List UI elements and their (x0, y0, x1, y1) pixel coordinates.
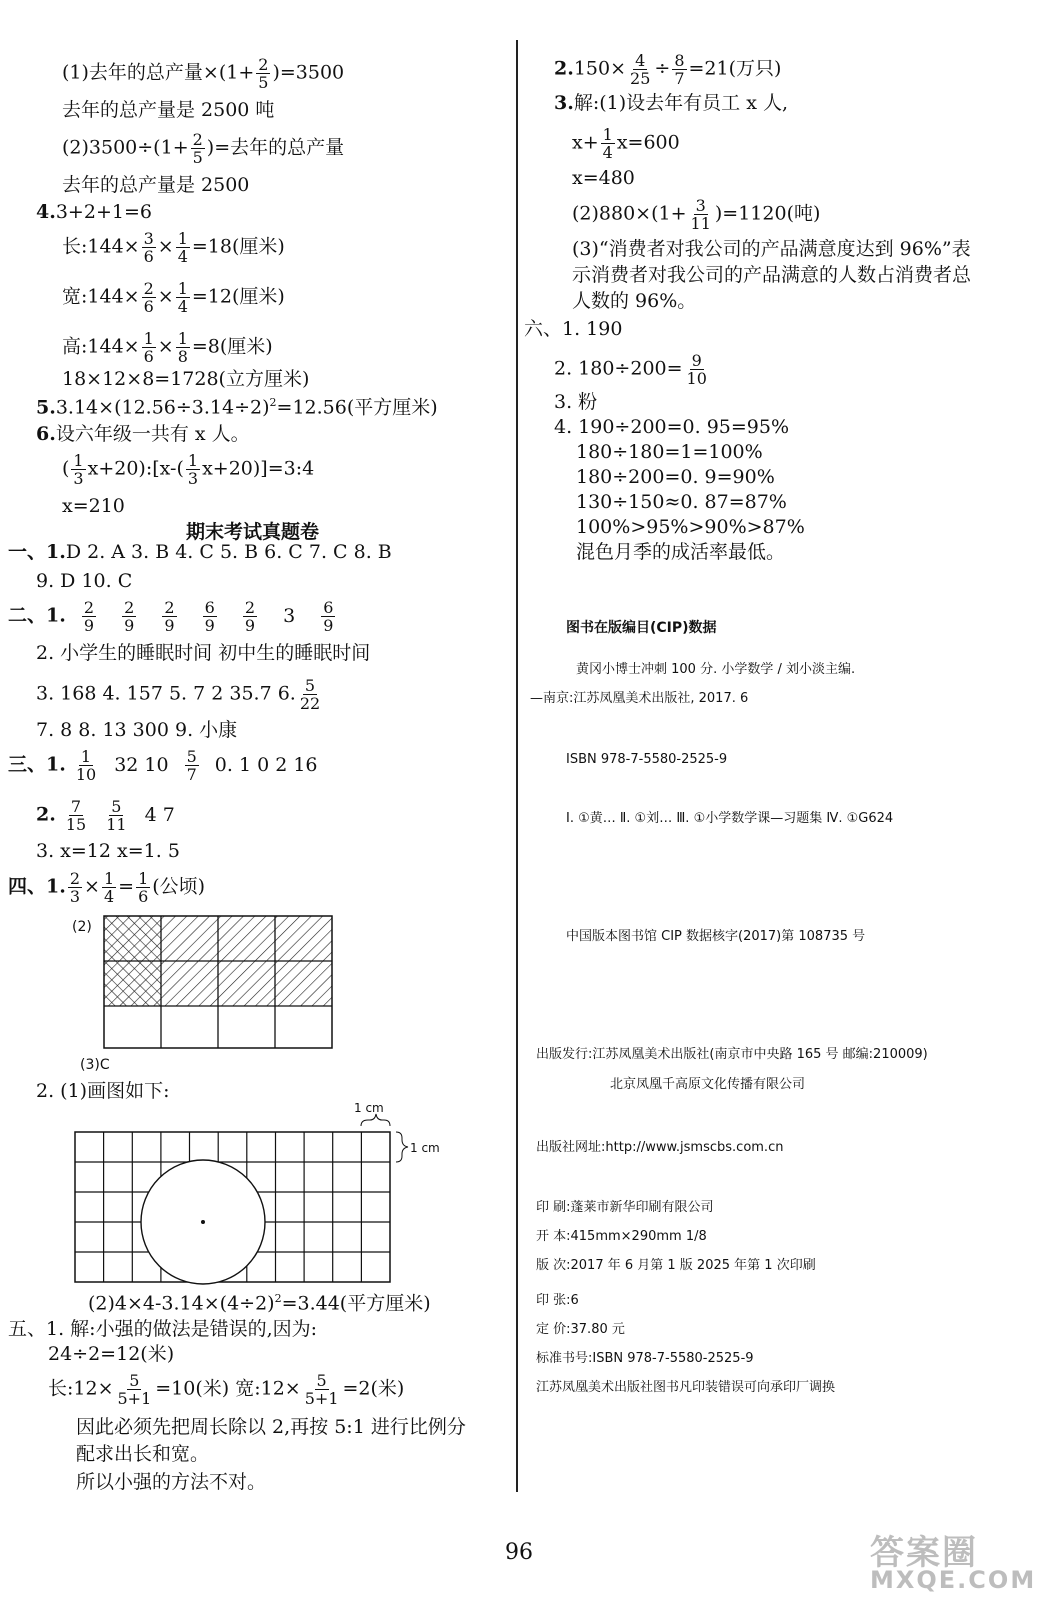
numerator: 2 (143, 279, 154, 298)
fraction (176, 280, 190, 315)
text: 4 7 (144, 803, 175, 826)
text: =2(米) (342, 1377, 405, 1400)
publisher-line-2: 北京凤凰千高原文化传播有限公司 (610, 1077, 806, 1092)
q5-line (36, 390, 438, 420)
label: 版 次: (536, 1258, 571, 1273)
numerator: 2 (258, 55, 269, 74)
question-number: 5. (36, 396, 56, 419)
fraction (321, 599, 335, 634)
denominator: 4 (602, 143, 613, 162)
fraction (68, 870, 82, 905)
fraction (186, 452, 200, 487)
denominator: 5 (192, 148, 203, 167)
question-number: 三、1. (8, 753, 66, 776)
question-number: 2. (36, 803, 56, 826)
horizontal-brace (361, 1114, 390, 1126)
text: x+20):[x-( (87, 457, 184, 480)
label: 定 价: (536, 1322, 571, 1337)
numerator: 1 (73, 451, 84, 470)
text: = (118, 875, 135, 898)
denominator: 11 (106, 815, 127, 834)
r2-line (554, 52, 781, 87)
s3-line (8, 748, 326, 783)
cip-number: 中国版本图书馆 CIP 数据核字(2017)第 108735 号 (566, 929, 866, 944)
fraction (176, 230, 190, 265)
fraction (685, 352, 709, 387)
watermark-logo: 答案圈 (870, 1533, 978, 1573)
text: 高:144× (62, 335, 140, 358)
denominator: 5 (258, 73, 269, 92)
fraction (689, 197, 713, 232)
cip-title: 图书在版编目(CIP)数据 (566, 620, 717, 636)
numerator: 1 (187, 451, 199, 470)
numerator: 1 (80, 747, 92, 766)
standard-number: 标准书号:ISBN 978-7-5580-2525-9 (536, 1351, 754, 1366)
fraction (162, 599, 176, 634)
text: x+ (572, 131, 599, 154)
fraction (601, 126, 615, 161)
label: 开 本: (536, 1229, 571, 1244)
numerator: 5 (111, 797, 122, 816)
fraction (142, 280, 156, 315)
r6-2-line (554, 352, 711, 387)
text: × (84, 875, 100, 898)
s5-b-line (48, 1372, 404, 1407)
question-number: 四、1. (8, 875, 66, 898)
text: 宽:144× (62, 285, 140, 308)
numerator: 3 (143, 229, 154, 248)
line-3 (62, 131, 344, 166)
text: D 2. A 3. B 4. C 5. B 6. C 7. C 8. B (65, 541, 392, 563)
fraction (71, 452, 85, 487)
r3-b-line (572, 126, 680, 161)
denominator: 6 (138, 887, 149, 906)
numerator: 5 (304, 676, 316, 695)
numerator: 6 (323, 598, 334, 617)
fraction (672, 52, 686, 87)
text: 3+2+1=6 (55, 201, 152, 223)
denominator: 4 (103, 887, 115, 906)
r6-line: 六、1. 190 (524, 318, 623, 340)
value: 2017 年 6 月第 1 版 2025 年第 1 次印刷 (570, 1258, 816, 1273)
r6-9-line: 混色月季的成活率最低。 (576, 541, 786, 563)
question-number: 2. (554, 57, 574, 80)
text: (公顷) (152, 875, 206, 898)
text: ( (62, 457, 70, 480)
denominator: 6 (143, 347, 154, 366)
s1-line2: 9. D 10. C (36, 570, 133, 592)
numerator: 1 (143, 329, 154, 348)
fraction (74, 748, 98, 783)
text: =12.56(平方厘米) (276, 396, 438, 419)
text: 150× (573, 57, 627, 80)
denominator: 7 (186, 765, 197, 784)
line-4: 去年的总产量是 2500 (62, 174, 250, 196)
r6-6-line: 180÷200=0. 9=90% (576, 466, 775, 488)
s5-a-line: 24÷2=12(米) (48, 1343, 175, 1365)
page-number: 96 (505, 1540, 533, 1565)
fraction (243, 599, 257, 634)
denominator: 3 (69, 887, 81, 906)
text: =12(厘米) (191, 285, 285, 308)
x-answer-line: x=210 (62, 495, 125, 517)
text: =8(厘米) (191, 335, 273, 358)
denominator: 3 (187, 469, 199, 488)
size-line (536, 1228, 707, 1246)
fraction (191, 131, 205, 166)
numerator: 3 (695, 196, 706, 215)
vertical-brace (396, 1132, 408, 1162)
numerator: 1 (103, 869, 115, 888)
r6-3-line: 3. 粉 (554, 391, 598, 413)
line-1 (62, 56, 344, 91)
denominator: 4 (177, 247, 188, 266)
numerator: 1 (177, 279, 188, 298)
exponent: 2 (269, 396, 277, 409)
numerator: 5 (186, 747, 197, 766)
numerator: 4 (635, 51, 646, 70)
text: =21(万只) (688, 57, 782, 80)
fraction (628, 52, 652, 87)
denominator: 6 (143, 297, 154, 316)
s2-2-line: 2. 小学生的睡眠时间 初中生的睡眠时间 (36, 642, 371, 664)
question-number: 6. (36, 423, 56, 445)
denominator: 8 (177, 347, 188, 366)
q4-line (36, 199, 152, 225)
r6-4-line: 4. 190÷200=0. 95=95% (554, 416, 790, 438)
denominator: 5+1 (117, 1389, 152, 1408)
text: x+20)]=3:4 (202, 457, 315, 480)
numerator: 2 (83, 598, 95, 617)
denominator: 9 (204, 616, 215, 635)
s4-q2-line: 2. (1)画图如下: (36, 1080, 170, 1102)
numerator: 2 (69, 869, 81, 888)
numerator: 1 (177, 329, 188, 348)
fraction (64, 798, 88, 833)
label: 印 张: (536, 1293, 571, 1308)
numerator: 1 (602, 125, 613, 144)
fraction (136, 870, 150, 905)
fraction (176, 330, 190, 365)
q6-line (36, 421, 250, 447)
denominator: 9 (83, 616, 95, 635)
r6-7-line: 130÷150≈0. 87=87% (576, 491, 787, 513)
denominator: 9 (124, 616, 135, 635)
exponent: 2 (274, 1292, 282, 1305)
fraction (116, 1372, 154, 1407)
text: 长:144× (62, 235, 140, 258)
denominator: 5+1 (304, 1389, 339, 1408)
fraction (203, 599, 217, 634)
denominator: 3 (73, 469, 84, 488)
r3-d-line (572, 197, 820, 232)
fraction (104, 798, 128, 833)
price-line (536, 1321, 625, 1339)
s2-3-line (36, 677, 324, 712)
r3-c-line: x=480 (572, 167, 635, 189)
denominator: 22 (299, 694, 321, 713)
area-line (88, 1286, 431, 1316)
value: 6 (570, 1293, 579, 1308)
fraction (82, 599, 96, 634)
fraction (142, 230, 156, 265)
s1-line (8, 539, 392, 565)
cip-classification: Ⅰ. ①黄… Ⅱ. ①刘… Ⅲ. ①小学数学课—习题集 Ⅳ. ①G624 (566, 811, 894, 826)
r3-line (554, 90, 788, 116)
s5-c-line: 因此必须先把周长除以 2,再按 5:1 进行比例分 (76, 1416, 466, 1438)
label-1cm-horizontal: 1 cm (354, 1101, 384, 1115)
text: 3 (283, 604, 296, 627)
denominator: 11 (690, 214, 711, 233)
text: 2. 180÷200= (554, 357, 683, 380)
text: 32 10 (114, 753, 169, 776)
text: )=3500 (272, 61, 345, 84)
s2-7-line: 7. 8 8. 13 300 9. 小康 (36, 719, 238, 741)
sheet-line (536, 1292, 579, 1310)
fraction (122, 599, 136, 634)
value: 蓬莱市新华印刷有限公司 (570, 1200, 714, 1215)
watermark-url: MXQE.COM (870, 1566, 1037, 1594)
s3-3-line: 3. x=12 x=1. 5 (36, 840, 180, 862)
text: 0. 1 0 2 16 (214, 753, 318, 776)
text: (1)去年的总产量×(1+ (62, 61, 255, 84)
numerator: 1 (138, 869, 149, 888)
denominator: 4 (177, 297, 188, 316)
numerator: 5 (129, 1371, 140, 1390)
fraction (102, 870, 116, 905)
r3-f-line: 示消费者对我公司的产品满意的人数占消费者总 (572, 264, 972, 286)
text: (2)3500÷(1+ (62, 136, 189, 159)
text: 设六年级一共有 x 人。 (55, 423, 250, 445)
shaded-grid (100, 912, 340, 1052)
text: (2)4×4-3.14×(4÷2) (88, 1292, 275, 1315)
length-line: 长:144× $\frac{3}{6}$ × $\frac{1}{4}$ =18(厘米) (62, 229, 285, 266)
s5-d-line: 配求出长和宽。 (76, 1443, 210, 1465)
text: )=1120(吨) (714, 202, 821, 225)
text: =18(厘米) (191, 235, 285, 258)
text: 3.14×(12.56÷3.14÷2) (55, 396, 270, 419)
value: 415mm×290mm 1/8 (570, 1229, 707, 1244)
s2-fractions-line (8, 599, 345, 634)
fraction (256, 56, 270, 91)
numerator: 9 (691, 351, 702, 370)
fraction (185, 748, 199, 783)
volume-line: 18×12×8=1728(立方厘米) (62, 368, 310, 390)
text: ÷ (654, 57, 671, 80)
text: x=600 (616, 131, 680, 154)
denominator: 25 (630, 69, 651, 88)
numerator: 1 (177, 229, 188, 248)
print-notice: 江苏凤凰美术出版社图书凡印装错误可向承印厂调换 (536, 1380, 836, 1395)
r6-5-line: 180÷180=1=100% (576, 441, 763, 463)
numerator: 5 (316, 1371, 327, 1390)
s5-e-line: 所以小强的方法不对。 (76, 1471, 267, 1493)
text: 3. 168 4. 157 5. 7 2 35.7 6. (36, 682, 296, 705)
denominator: 15 (65, 815, 87, 834)
height-line: 高:144× $\frac{1}{6}$ × $\frac{1}{8}$ =8(厘米) (62, 329, 273, 366)
publisher-line-1: 出版发行:江苏凤凰美术出版社(南京市中央路 165 号 邮编:210009) (536, 1047, 928, 1062)
numerator: 2 (192, 130, 203, 149)
denominator: 7 (674, 69, 685, 88)
fraction (142, 330, 156, 365)
s3-2-line (36, 798, 183, 833)
numerator: 6 (204, 598, 215, 617)
line-2: 去年的总产量是 2500 吨 (62, 99, 275, 121)
denominator: 6 (143, 247, 154, 266)
edition-line (536, 1257, 816, 1275)
s5-line: 五、1. 解:小强的做法是错误的,因为: (8, 1318, 318, 1340)
s4-line (8, 870, 205, 905)
print-line (536, 1199, 714, 1217)
text: =10(米) 宽:12× (155, 1377, 301, 1400)
circle-center (201, 1220, 205, 1224)
denominator: 9 (323, 616, 334, 635)
s4-2-label: (2) (72, 919, 92, 935)
width-line: 宽:144× $\frac{2}{6}$ × $\frac{1}{4}$ =12(厘米) (62, 279, 285, 316)
text: (2)880×(1+ (572, 202, 687, 225)
circle-grid-diagram (70, 1096, 450, 1292)
r3-e-line: (3)“消费者对我公司的产品满意度达到 96%”表 (572, 238, 971, 260)
denominator: 10 (686, 369, 707, 388)
section-title: 期末考试真题卷 (186, 521, 320, 543)
numerator: 2 (164, 598, 175, 617)
cip-line-1: 黄冈小博士冲刺 100 分. 小学数学 / 刘小淡主编. (576, 662, 856, 677)
column-divider (516, 40, 518, 1492)
denominator: 9 (244, 616, 256, 635)
question-number: 一、1. (8, 541, 66, 563)
publisher-url: 出版社网址:http://www.jsmscbs.com.cn (536, 1140, 784, 1155)
fraction (298, 677, 322, 712)
text: 解:(1)设去年有员工 x 人, (573, 92, 788, 114)
question-number: 3. (554, 92, 574, 114)
question-number: 4. (36, 201, 56, 223)
text: 长:12× (48, 1377, 114, 1400)
label: 印 刷: (536, 1200, 571, 1215)
denominator: 9 (164, 616, 175, 635)
r6-8-line: 100%>95%>90%>87% (576, 516, 805, 538)
s4-3-line: (3)C (80, 1057, 110, 1073)
numerator: 8 (674, 51, 685, 70)
numerator: 2 (124, 598, 135, 617)
r3-g-line: 人数的 96%。 (572, 290, 697, 312)
text: =3.44(平方厘米) (281, 1292, 431, 1315)
numerator: 2 (244, 598, 256, 617)
cip-line-2: —南京:江苏凤凰美术出版社, 2017. 6 (530, 691, 749, 706)
fraction (303, 1372, 341, 1407)
denominator: 10 (75, 765, 97, 784)
cip-isbn: ISBN 978-7-5580-2525-9 (566, 752, 728, 767)
value: 37.80 元 (570, 1322, 625, 1337)
text: )=去年的总产量 (206, 136, 345, 159)
question-number: 二、1. (8, 604, 66, 627)
label-1cm-vertical: 1 cm (410, 1141, 440, 1155)
ratio-line (62, 452, 314, 487)
numerator: 7 (70, 797, 82, 816)
